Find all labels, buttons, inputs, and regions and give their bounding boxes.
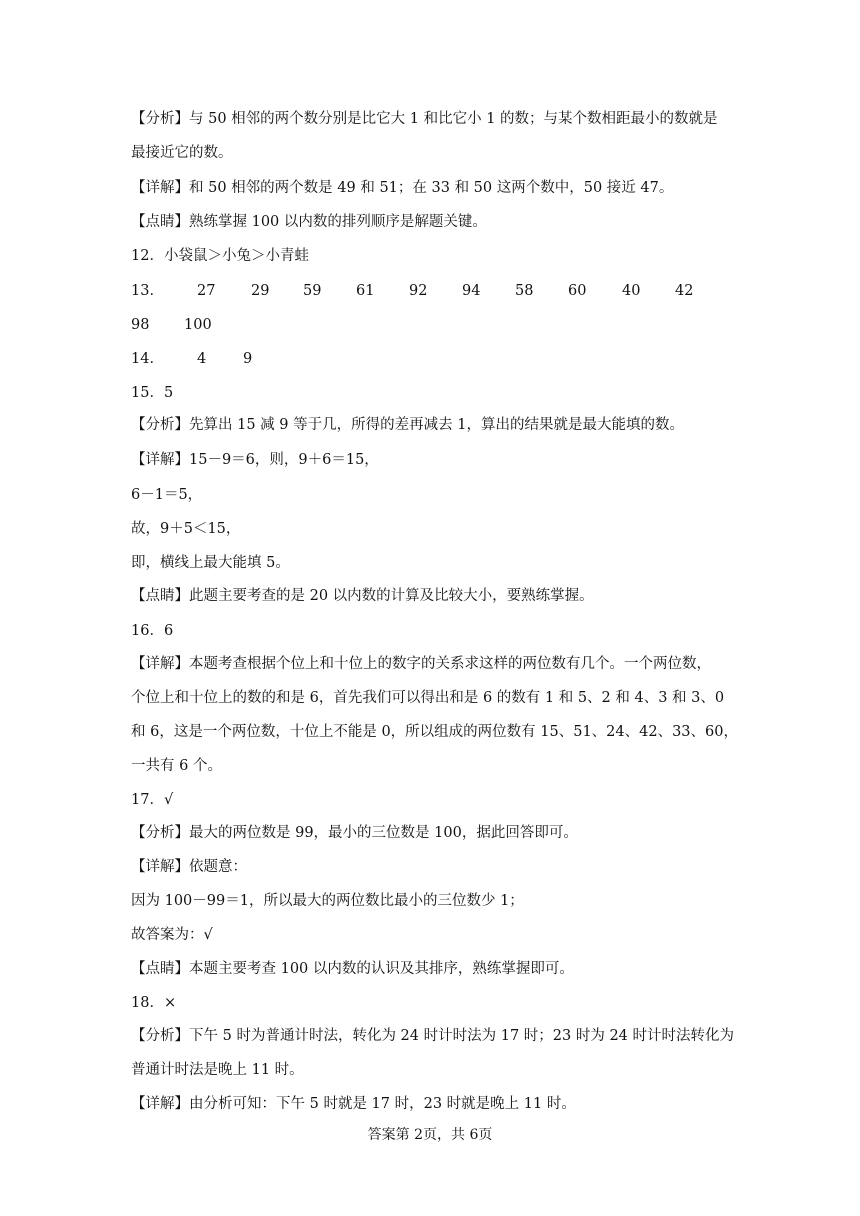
page-footer: 答案第 2页，共 6页 bbox=[367, 1127, 493, 1143]
answer-13-value: 98 bbox=[131, 317, 150, 333]
detail-line: 【详解】依题意： bbox=[131, 859, 247, 875]
answer-13-value: 60 bbox=[568, 283, 587, 299]
comment-line: 【点睛】熟练掌握 100 以内数的排列顺序是解题关键。 bbox=[131, 214, 487, 230]
detail-line-cont: 一共有 6 个。 bbox=[131, 758, 222, 774]
detail-line-cont: 即，横线上最大能填 5。 bbox=[131, 555, 290, 571]
analysis-line: 【分析】下午 5 时为普通计时法，转化为 24 时计时法为 17 时；23 时为 24 时计时法转化为 bbox=[131, 1028, 735, 1044]
detail-line-cont: 个位上和十位上的数的和是 6，首先我们可以得出和是 6 的数有 1 和 5、2 和 4、3 和 3、0 bbox=[131, 690, 725, 706]
detail-line-cont: 和 6，这是一个两位数，十位上不能是 0，所以组成的两位数有 15、51、24、42、33、60， bbox=[131, 724, 738, 740]
answer-15: 15．5 bbox=[131, 385, 174, 401]
answer-14-value: 4 bbox=[197, 351, 207, 367]
comment-line: 【点睛】本题主要考查 100 以内数的认识及其排序，熟练掌握即可。 bbox=[131, 961, 574, 977]
analysis-line: 【分析】先算出 15 减 9 等于几，所得的差再减去 1，算出的结果就是最大能填的数。 bbox=[131, 417, 684, 433]
answer-14-value: 9 bbox=[243, 351, 253, 367]
detail-line: 【详解】和 50 相邻的两个数是 49 和 51；在 33 和 50 这两个数中，50 接近 47。 bbox=[131, 180, 674, 196]
answer-17: 17．√ bbox=[131, 792, 174, 808]
detail-line: 【详解】由分析可知：下午 5 时就是 17 时，23 时就是晚上 11 时。 bbox=[131, 1096, 576, 1112]
comment-line: 【点睛】此题主要考查的是 20 以内数的计算及比较大小，要熟练掌握。 bbox=[131, 588, 594, 604]
answer-12: 12．小袋鼠＞小兔＞小青蛙 bbox=[131, 248, 309, 264]
answer-13-value: 94 bbox=[462, 283, 481, 299]
answer-13-value: 42 bbox=[675, 283, 694, 299]
answer-13-value: 100 bbox=[184, 317, 212, 333]
answer-13-label: 13． bbox=[131, 283, 164, 299]
answer-14-label: 14． bbox=[131, 351, 164, 367]
answer-16: 16．6 bbox=[131, 623, 174, 639]
detail-line: 【详解】15－9＝6，则，9＋6＝15， bbox=[131, 452, 379, 468]
analysis-line: 【分析】最大的两位数是 99，最小的三位数是 100，据此回答即可。 bbox=[131, 825, 578, 841]
answer-13-value: 27 bbox=[197, 283, 216, 299]
answer-18: 18．× bbox=[131, 995, 177, 1011]
analysis-line-cont: 最接近它的数。 bbox=[131, 145, 233, 161]
answer-13-value: 40 bbox=[622, 283, 641, 299]
analysis-line-cont: 普通计时法是晚上 11 时。 bbox=[131, 1062, 304, 1078]
answer-13-value: 59 bbox=[303, 283, 322, 299]
detail-line-cont: 故，9＋5＜15， bbox=[131, 521, 241, 537]
detail-line: 【详解】本题考查根据个位上和十位上的数字的关系求这样的两位数有几个。一个两位数， bbox=[131, 656, 711, 672]
answer-13-row2 bbox=[131, 315, 331, 335]
answer-14 bbox=[131, 349, 331, 369]
answer-13-value: 61 bbox=[356, 283, 375, 299]
answer-13-value: 92 bbox=[409, 283, 428, 299]
answer-13-value: 29 bbox=[251, 283, 270, 299]
answer-13-value: 58 bbox=[515, 283, 534, 299]
analysis-line: 【分析】与 50 相邻的两个数分别是比它大 1 和比它小 1 的数；与某个数相距最小的数就是 bbox=[131, 111, 718, 127]
answer-13-row1 bbox=[131, 281, 731, 301]
detail-line-cont: 因为 100－99＝1，所以最大的两位数比最小的三位数少 1； bbox=[131, 893, 524, 909]
detail-line-cont: 故答案为：√ bbox=[131, 927, 213, 943]
detail-line-cont: 6－1＝5， bbox=[131, 487, 203, 503]
